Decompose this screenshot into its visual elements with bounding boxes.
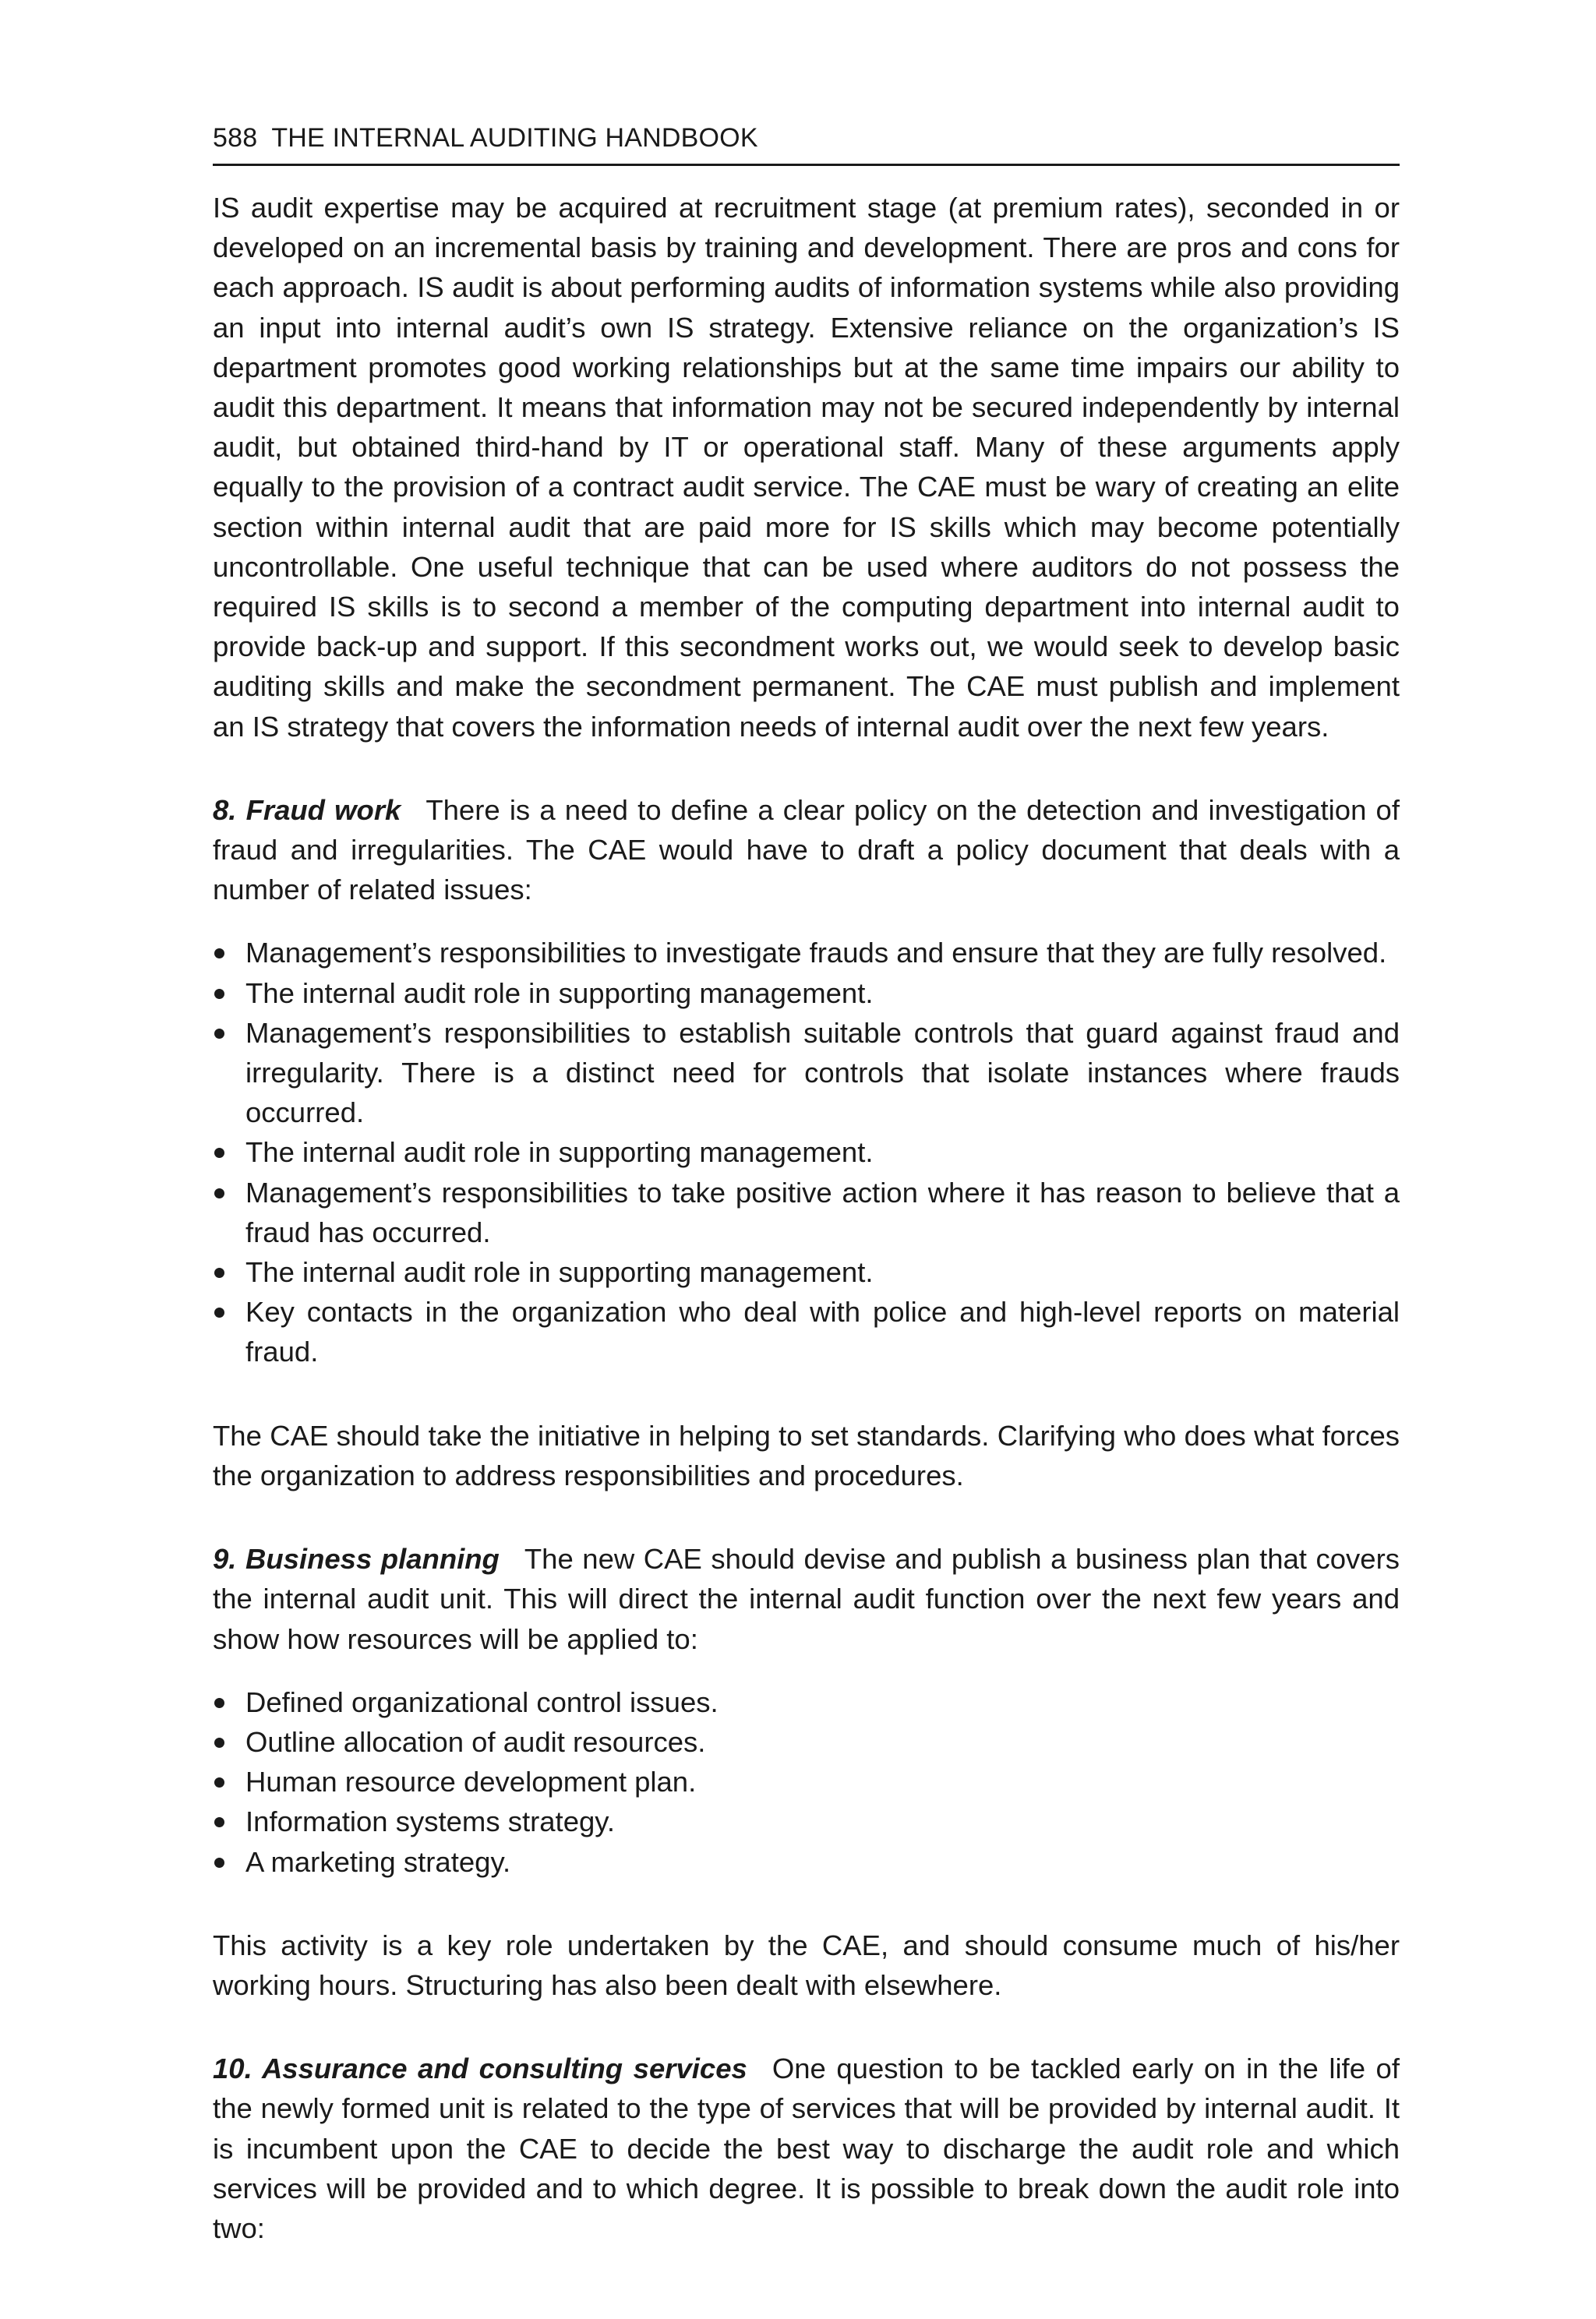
section-heading: 10. Assurance and consulting services: [213, 2053, 747, 2085]
section-text: The new CAE should devise and publish a business plan that covers the internal audit unit. This will direct the internal audit function over the next few years and show how resources will be applied to:: [213, 1543, 1400, 1655]
section-fraud-work: [213, 790, 1400, 910]
book-page: [213, 117, 1400, 2292]
intro-paragraph: IS audit expertise may be acquired at recruitment stage (at premium rates), seconded in or developed on an incremental basis by training and development. There are pros and cons for each approach. IS audit is about performing audits of information systems while also providing an input into internal audit’s own IS strategy. Extensive reliance on the organization’s IS department promotes good working relationships but at the same time impairs our ability to audit this department. It means that information may not be secured independently by internal audit, but obtained third-hand by IT or operational staff. Many of these arguments apply equally to the provision of a contract audit service. The CAE must be wary of creating an elite section within internal audit that are paid more for IS skills which may become potentially uncontrollable. One useful technique that can be used where auditors do not possess the required IS skills is to second a member of the computing department into internal audit to provide back-up and support. If this secondment works out, we would seek to develop basic auditing skills and make the secondment permanent. The CAE must publish and implement an IS strategy that covers the information needs of internal audit over the next few years.: [213, 192, 1400, 743]
fraud-issues-list: [213, 933, 1400, 1371]
section-heading: 9. Business planning: [213, 1543, 500, 1576]
page-body: [213, 188, 1400, 2248]
page-number: 588: [213, 123, 258, 153]
list-item: Management’s responsibilities to investigate frauds and ensure that they are fully resolved.: [213, 933, 1400, 972]
list-item: A marketing strategy.: [213, 1842, 1400, 1882]
list-item: The internal audit role in supporting management.: [213, 1252, 1400, 1292]
business-planning-closing-paragraph: This activity is a key role undertaken by the CAE, and should consume much of his/her working hours. Structuring has also been dealt with elsewhere.: [213, 1929, 1400, 2001]
section-text: One question to be tackled early on in the life of the newly formed unit is related to the type of services that will be provided by internal audit. It is incumbent upon the CAE to decide the best way to discharge the audit role and which services will be provided and to which degree. It is possible to break down the audit role into two:: [213, 2053, 1400, 2244]
list-item: Management’s responsibilities to take positive action where it has reason to believe that a fraud has occurred.: [213, 1173, 1400, 1252]
list-item: The internal audit role in supporting management.: [213, 973, 1400, 1013]
section-heading: 8. Fraud work: [213, 793, 401, 826]
list-item: Information systems strategy.: [213, 1802, 1400, 1841]
book-title: THE INTERNAL AUDITING HANDBOOK: [271, 123, 758, 153]
list-item: The internal audit role in supporting management.: [213, 1132, 1400, 1172]
running-header: [213, 117, 1400, 166]
section-assurance-consulting: [213, 2049, 1400, 2248]
list-item: Outline allocation of audit resources.: [213, 1722, 1400, 1762]
list-item: Defined organizational control issues.: [213, 1682, 1400, 1722]
section-text: There is a need to define a clear policy on the detection and investigation of fraud and irregularities. The CAE would have to draft a policy document that deals with a number of related issues:: [213, 793, 1400, 906]
section-business-planning: [213, 1539, 1400, 1659]
business-plan-list: [213, 1682, 1400, 1882]
fraud-closing-paragraph: The CAE should take the initiative in helping to set standards. Clarifying who does what forces the organization to address responsibilities and procedures.: [213, 1419, 1400, 1491]
list-item: Key contacts in the organization who deal with police and high-level reports on material fraud.: [213, 1292, 1400, 1371]
list-item: Human resource development plan.: [213, 1762, 1400, 1802]
list-item: Management’s responsibilities to establish suitable controls that guard against fraud and irregularity. There is a distinct need for controls that isolate instances where frauds occurred.: [213, 1013, 1400, 1133]
